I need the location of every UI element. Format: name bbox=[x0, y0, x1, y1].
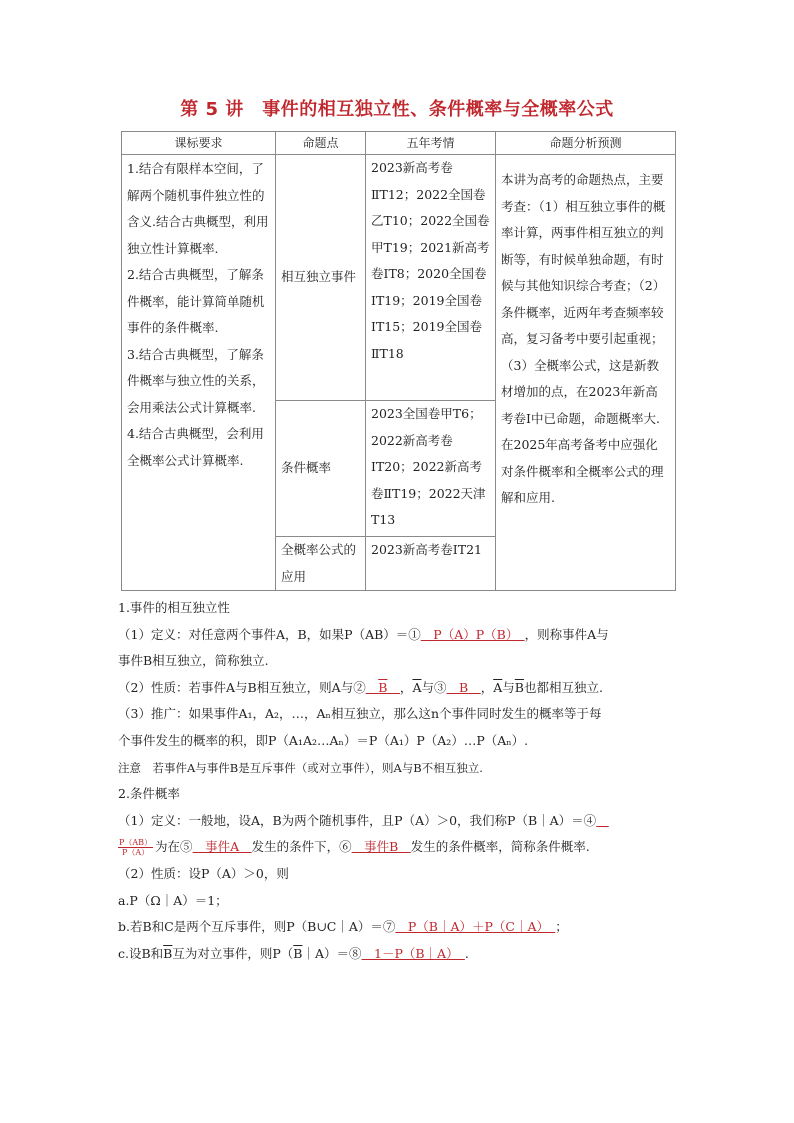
fraction-numerator: P（AB） bbox=[119, 838, 153, 848]
table-header-row bbox=[122, 132, 676, 155]
text: ； bbox=[555, 919, 568, 935]
answer-6: 事件B bbox=[351, 839, 411, 855]
exams-independent: 2023新高考卷ⅡT12；2022全国卷乙T10；2022全国卷甲T19；2021新高考卷ⅠT8；2020全国卷ⅠT19；2019全国卷ⅠT15；2019全国卷ⅡT18 bbox=[366, 155, 496, 401]
answer-2-value: B bbox=[378, 679, 388, 695]
header-point: 命题点 bbox=[276, 132, 366, 155]
requirement-2: 2.结合古典概型，了解条件概率，能计算简单随机事件的条件概率. bbox=[127, 267, 265, 335]
answer-2 bbox=[366, 680, 400, 695]
b-bar: $\overline{B}$ bbox=[514, 679, 524, 695]
analysis-cell: 本讲为高考的命题热点，主要考查：（1）相互独立事件的概率计算，两事件相互独立的判断等，有时候单独命题，有时候与其他知识综合考查；（2）条件概率，近两年考查频率较高，复习备考中要引起重视；（3）全概率公式，这是新教材增加的点，在2023年新高考卷Ⅰ中已命题，命题概率大.在2025年高考备考中应强化对条件概率和全概率公式的理解和应用. bbox=[496, 155, 676, 591]
s1-extension-1: （3）推广：如果事件A₁，A₂，…，Aₙ相互独立，那么这n个事件同时发生的概率等于每 bbox=[118, 706, 602, 722]
answer-3 bbox=[446, 680, 480, 695]
s1-note: 注意 若事件A与事件B是互斥事件（或对立事件），则A与B不相互独立. bbox=[118, 760, 483, 775]
answer-4-fraction bbox=[118, 838, 153, 857]
point-independent: 相互独立事件 bbox=[276, 155, 366, 401]
s2-definition bbox=[118, 808, 678, 835]
answer-8: 1－P（B｜A） bbox=[361, 945, 465, 961]
requirement-4: 4.结合古典概型，会利用全概率公式计算概率. bbox=[127, 426, 264, 468]
text: 发生的条件概率，简称条件概率. bbox=[410, 839, 590, 855]
a-bar: $\overline{A}$ bbox=[412, 679, 422, 695]
exams-total-probability: 2023新高考卷ⅠT21 bbox=[366, 537, 496, 591]
fraction-denominator: P（A） bbox=[121, 848, 150, 858]
requirement-3: 3.结合古典概型，了解条件概率与独立性的关系，会用乘法公式计算概率. bbox=[127, 346, 265, 415]
text: ，则称事件A与 bbox=[524, 626, 609, 642]
s2-property-c bbox=[118, 941, 678, 968]
text: b.若B和C是两个互斥事件，则P（B∪C｜A）＝⑦ bbox=[118, 919, 396, 935]
answer-3-value: B bbox=[459, 679, 469, 695]
answer-1: P（A）P（B） bbox=[420, 626, 525, 642]
s2-property-a: a.P（Ω｜A）＝1； bbox=[118, 892, 228, 908]
header-exams: 五年考情 bbox=[366, 132, 496, 155]
section-2-heading: 2.条件概率 bbox=[118, 786, 180, 802]
text: c.设B和 bbox=[118, 945, 164, 961]
header-analysis: 命题分析预测 bbox=[496, 132, 676, 155]
point-total-probability: 全概率公式的应用 bbox=[276, 537, 366, 591]
text: ， bbox=[480, 679, 494, 695]
text: ｜A）＝⑧ bbox=[302, 945, 362, 961]
requirements-cell bbox=[122, 155, 276, 591]
point-conditional: 条件概率 bbox=[276, 401, 366, 537]
s2-property-heading: （2）性质：设P（A）＞0，则 bbox=[118, 865, 289, 881]
requirement-1: 1.结合有限样本空间，了解两个随机事件独立性的含义.结合古典概型，利用独立性计算概率. bbox=[127, 161, 269, 256]
text: （2）性质：若事件A与B相互独立，则A与② bbox=[118, 679, 366, 695]
exams-conditional: 2023全国卷甲T6；2022新高考卷ⅠT20；2022新高考卷ⅡT19；2022天津T13 bbox=[366, 401, 496, 537]
a-bar: $\overline{A}$ bbox=[493, 679, 503, 695]
text: 与③ bbox=[421, 679, 447, 695]
text: （1）定义：对任意两个事件A，B，如果P（AB）＝① bbox=[118, 626, 421, 642]
text: 发生的条件下，⑥ bbox=[251, 839, 352, 855]
text: ， bbox=[399, 679, 413, 695]
content-body bbox=[118, 595, 678, 967]
s1-definition-line2: 事件B相互独立，简称独立. bbox=[118, 653, 269, 669]
text: （1）定义：一般地，设A，B为两个随机事件，且P（A）＞0，我们称P（B｜A）＝④ bbox=[118, 812, 597, 828]
table-row bbox=[122, 155, 676, 401]
s2-property-b bbox=[118, 914, 678, 941]
s1-definition bbox=[118, 622, 678, 649]
b-bar: $\overline{B}$ bbox=[163, 945, 173, 961]
text: . bbox=[464, 945, 469, 961]
s1-property bbox=[118, 675, 678, 702]
answer-7: P（B｜A）＋P（C｜A） bbox=[395, 919, 556, 935]
text: 也都相互独立. bbox=[523, 679, 603, 695]
text: 互为对立事件，则P（ bbox=[172, 945, 294, 961]
s2-definition-line2 bbox=[118, 834, 678, 861]
page-title: 第 5 讲 事件的相互独立性、条件概率与全概率公式 bbox=[180, 99, 614, 120]
answer-4-blank bbox=[596, 813, 609, 828]
header-requirements: 课标要求 bbox=[122, 132, 276, 155]
s1-extension-2: 个事件发生的概率的积，即P（A₁A₂…Aₙ）＝P（A₁）P（A₂）…P（Aₙ）. bbox=[118, 732, 529, 748]
text: 与 bbox=[502, 679, 515, 695]
section-1-heading: 1.事件的相互独立性 bbox=[118, 600, 230, 615]
b-bar: $\overline{B}$ bbox=[293, 945, 303, 961]
text: 为在⑤ bbox=[155, 839, 193, 855]
curriculum-table bbox=[121, 131, 676, 591]
answer-5: 事件A bbox=[192, 839, 252, 855]
